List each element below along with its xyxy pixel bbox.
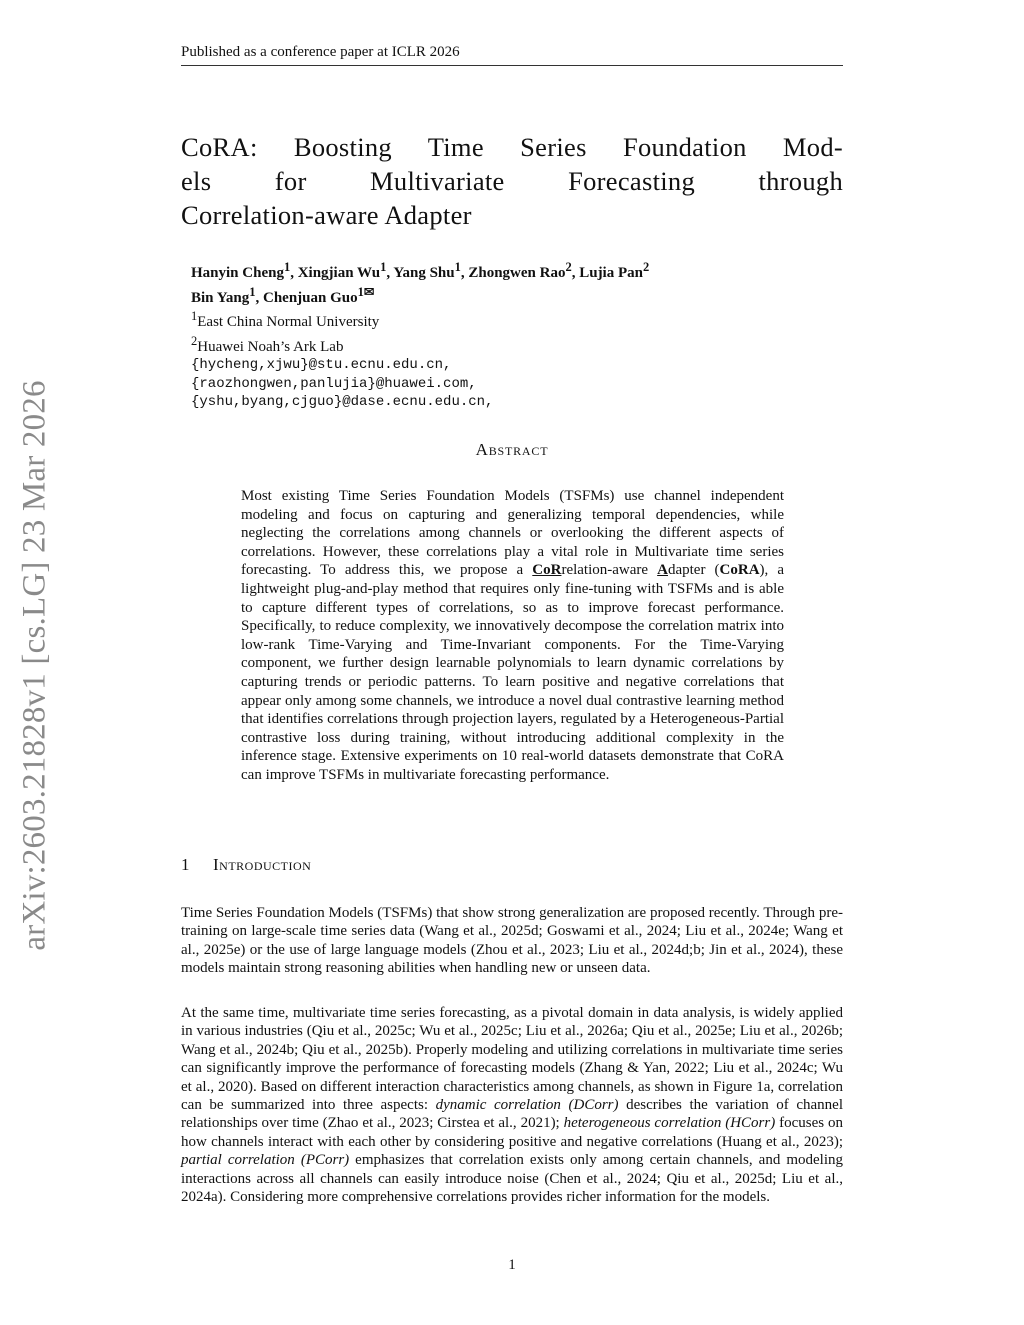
author: Zhongwen Rao: [468, 265, 566, 281]
affiliation-2: [191, 332, 831, 357]
paragraph-part: At the same time, multivariate time series forecasting, as a pivotal domain in data analysis, is widely applied in various industries (Qiu et al., 2025c; Wu et al., 2025c; Liu et al., 2026a; Qiu et al., 2025e; Liu et al., 2026b; Wang et al., 2024b; Qiu et al., 2025b). Properly modeling and utilizing correlations in multivariate time series can significantly improve the performance of forecasting models (Zhang & Yan, 2022; Liu et al., 2024c; Wu et al., 2020). Based on different interaction characteristics among channels, as shown in Figure 1a, correlation can be summarized into three aspects:: [181, 1005, 843, 1114]
author: Bin Yang: [191, 289, 250, 306]
term-dcorr: dynamic correlation (DCorr): [435, 1097, 619, 1114]
arxiv-id: arXiv:2603.21828v1 [cs.LG] 23 Mar 2026: [16, 379, 53, 951]
email-3: {yshu,byang,cjguo}@dase.ecnu.edu.cn,: [191, 394, 494, 410]
term-hcorr: heterogeneous correlation (HCorr): [563, 1115, 776, 1132]
abstract-part: Most existing Time Series Foundation Models (TSFMs) use channel independent modeling and focus on capturing and generalizing temporal dependencies, while neglecting the correlations among channels or overlooking the different aspects of correlations. However, these correlations play a vital role in Multivariate time series forecasting. To address this, we propose a: [241, 488, 784, 579]
cor-emphasis: CoR: [532, 562, 562, 579]
arxiv-stamp: [10, 370, 60, 960]
intro-paragraph-1: Time Series Foundation Models (TSFMs) that show strong generalization are proposed recently. Through pre-training on large-scale time series data (Wang et al., 2025d; Goswami et al., 2024; Liu et al., 2024e; Wang et al., 2025e) or the use of large language models (Zhou et al., 2023; Liu et al., 2024d;b; Jin et al., 2024), these models maintain strong reasoning abilities when handling new or unseen data.: [181, 905, 843, 977]
author: Hanyin Cheng: [191, 265, 284, 281]
paragraph-part: emphasizes that correlation exists only among certain channels, and modeling interactions across all channels can easily introduce noise (Chen et al., 2024; Qiu et al., 2025d; Liu et al., 2024a). Considering more comprehensive correlations provides richer information for the models.: [181, 1152, 843, 1206]
abstract-text: [241, 487, 784, 785]
email-1: {hycheng,xjwu}@stu.ecnu.edu.cn,: [191, 357, 452, 373]
affiliation-name: East China Normal University: [197, 314, 380, 330]
affiliation-name: Huawei Noah’s Ark Lab: [197, 338, 344, 355]
author: Yang Shu: [393, 265, 455, 281]
paragraph-part: focuses on how channels interact with each other by considering positive and negative correlations (Huang et al., 2023);: [181, 1115, 843, 1150]
affiliation-1: [191, 307, 831, 332]
paper-title: [181, 130, 843, 232]
section-number: 1: [181, 855, 190, 874]
author-block: [191, 258, 831, 412]
email-2: {raozhongwen,panlujia}@huawei.com,: [191, 375, 477, 392]
title-line-1: CoRA: Boosting Time Series Foundation Mod-: [181, 132, 843, 162]
author: Lujia Pan: [579, 265, 643, 281]
section-title: Introduction: [213, 855, 312, 874]
affiliation-marker: 2: [191, 333, 198, 348]
cora-bold: CoRA: [719, 562, 760, 579]
affiliation-marker: 2: [642, 260, 650, 274]
intro-paragraph-2: [181, 1004, 843, 1206]
affiliation-marker: 1: [191, 309, 198, 323]
abstract-part: dapter (: [667, 562, 720, 579]
title-line-2: els for Multivariate Forecasting through: [181, 166, 843, 196]
author: Xingjian Wu: [297, 265, 381, 281]
affiliation-marker: 1: [454, 260, 461, 274]
a-emphasis: A: [657, 562, 668, 579]
term-pcorr: partial correlation (PCorr): [181, 1152, 350, 1169]
abstract-heading-text: Abstract: [475, 440, 549, 459]
abstract-part: ), a lightweight plug-and-play method that requires only fine-tuning with TSFMs and is able to capture different types of correlations, so as to improve forecast performance. Specifically, to reduce complexity, we innovatively decompose the correlation matrix into low-rank Time-Varying and Time-Invariant components. For the Time-Varying component, we further design learnable polynomials to learn dynamic correlations by capturing trends or periodic patterns. To learn positive and negative correlations that appear only among some channels, we introduce a novel dual contrastive learning method that identifies correlations through projection layers, regulated by a Heterogeneous-Partial contrastive loss during training, without introducing additional complexity in the inference stage. Extensive experiments on 10 real-world datasets demonstrate that CoRA can improve TSFMs in multivariate forecasting performance.: [241, 562, 785, 783]
paragraph-part: describes the variation of channel relationships over time (Zhao et al., 2023; Cirstea et al., 2021);: [181, 1097, 843, 1132]
page-number: 1: [508, 1257, 516, 1273]
author: Chenjuan Guo: [262, 289, 358, 306]
affiliation-marker: 2: [565, 260, 572, 274]
author-line-1: Hanyin Cheng$^1$, Xingjian Wu$^1$, Yang Shu$^1$, Zhongwen Rao$^2$, Lujia Pan$^2$: [191, 260, 650, 281]
section-heading-introduction: [181, 855, 311, 875]
running-head: Published as a conference paper at ICLR 2026: [181, 44, 843, 66]
affiliation-marker: 1: [380, 260, 387, 274]
author-line-2: Bin Yang$^1$, Chenjuan Guo$^{1✉}$: [191, 284, 375, 306]
title-line-3: Correlation-aware Adapter: [181, 200, 472, 230]
corresponding-author-marker: 1✉: [357, 284, 375, 299]
abstract-part: relation-aware: [561, 562, 658, 579]
abstract-heading: [181, 440, 843, 460]
affiliation-marker: 1: [283, 260, 291, 274]
affiliation-marker: 1: [249, 284, 256, 299]
